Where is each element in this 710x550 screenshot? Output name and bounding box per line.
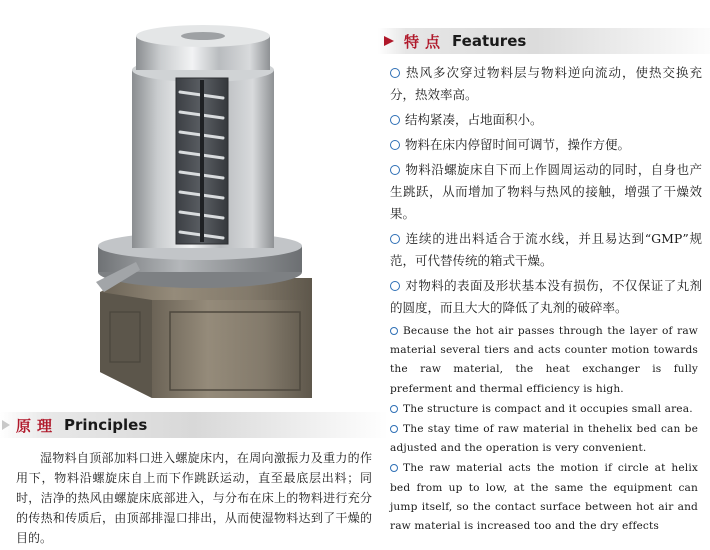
list-item: Because the hot air passes through the layer of raw material several tiers and acts counter motion towards the raw material, the heat exchanger is fully preferment and thermal efficiency is high.: [390, 325, 698, 395]
list-item: 连续的进出料适合于流水线，并且易达到“GMP”规范，可代替传统的箱式干燥。: [390, 231, 702, 268]
list-item: 结构紧凑，占地面积小。: [390, 109, 702, 131]
principles-heading: [0, 412, 388, 438]
circle-bullet-icon: [390, 68, 400, 78]
principles-paragraph: 湿物料自顶部加料口进入螺旋床内，在周向激振力及重力的作用下，物料沿螺旋床自上而下作跳跃运动，直至最底层出料；同时，洁净的热风由螺旋床底部进入，与分布在床上的物料进行充分的传热和传质后，由顶部排湿口排出，从而使湿物料达到了干燥的目的。: [16, 451, 372, 545]
list-item: The structure is compact and it occupies small area.: [390, 400, 698, 419]
features-list-cn: [390, 62, 702, 322]
spiral-dryer-machine-image: [0, 0, 372, 405]
circle-bullet-icon: [390, 281, 400, 291]
circle-bullet-icon: [390, 425, 398, 433]
circle-bullet-icon: [390, 464, 398, 472]
list-item: 物料在床内停留时间可调节，操作方便。: [390, 134, 702, 156]
circle-bullet-icon: [390, 234, 400, 244]
circle-bullet-icon: [390, 165, 400, 175]
list-item: 物料沿螺旋床自下而上作圆周运动的同时，自身也产生跳跃，从而增加了物料与热风的接触，增强了干燥效果。: [390, 162, 702, 221]
features-heading: [378, 28, 710, 54]
circle-bullet-icon: [390, 140, 400, 150]
list-item: 对物料的表面及形状基本没有损伤，不仅保证了丸剂的圆度，而且大大的降低了丸剂的破碎率。: [390, 278, 702, 315]
heading-arrow-icon: [2, 420, 10, 430]
list-item: The raw material acts the motion if circle at helix bed from up to low, at the same the equipment can jump itself, so the contact surface between hot air and raw material is increased too and the dry effects: [390, 462, 698, 533]
circle-bullet-icon: [390, 327, 398, 335]
features-heading-cn: 特点: [404, 32, 447, 51]
list-item: The stay time of raw material in thehelix bed can be adjusted and the operation is very convenient.: [390, 423, 698, 455]
heading-arrow-icon: [384, 36, 394, 46]
list-item: 热风多次穿过物料层与物料逆向流动，使热交换充分，热效率高。: [390, 65, 702, 102]
principles-heading-cn: 原理: [16, 416, 59, 435]
features-heading-en: Features: [452, 32, 527, 50]
principles-heading-en: Principles: [64, 416, 148, 434]
circle-bullet-icon: [390, 405, 398, 413]
features-list-en: [390, 322, 698, 537]
circle-bullet-icon: [390, 115, 400, 125]
